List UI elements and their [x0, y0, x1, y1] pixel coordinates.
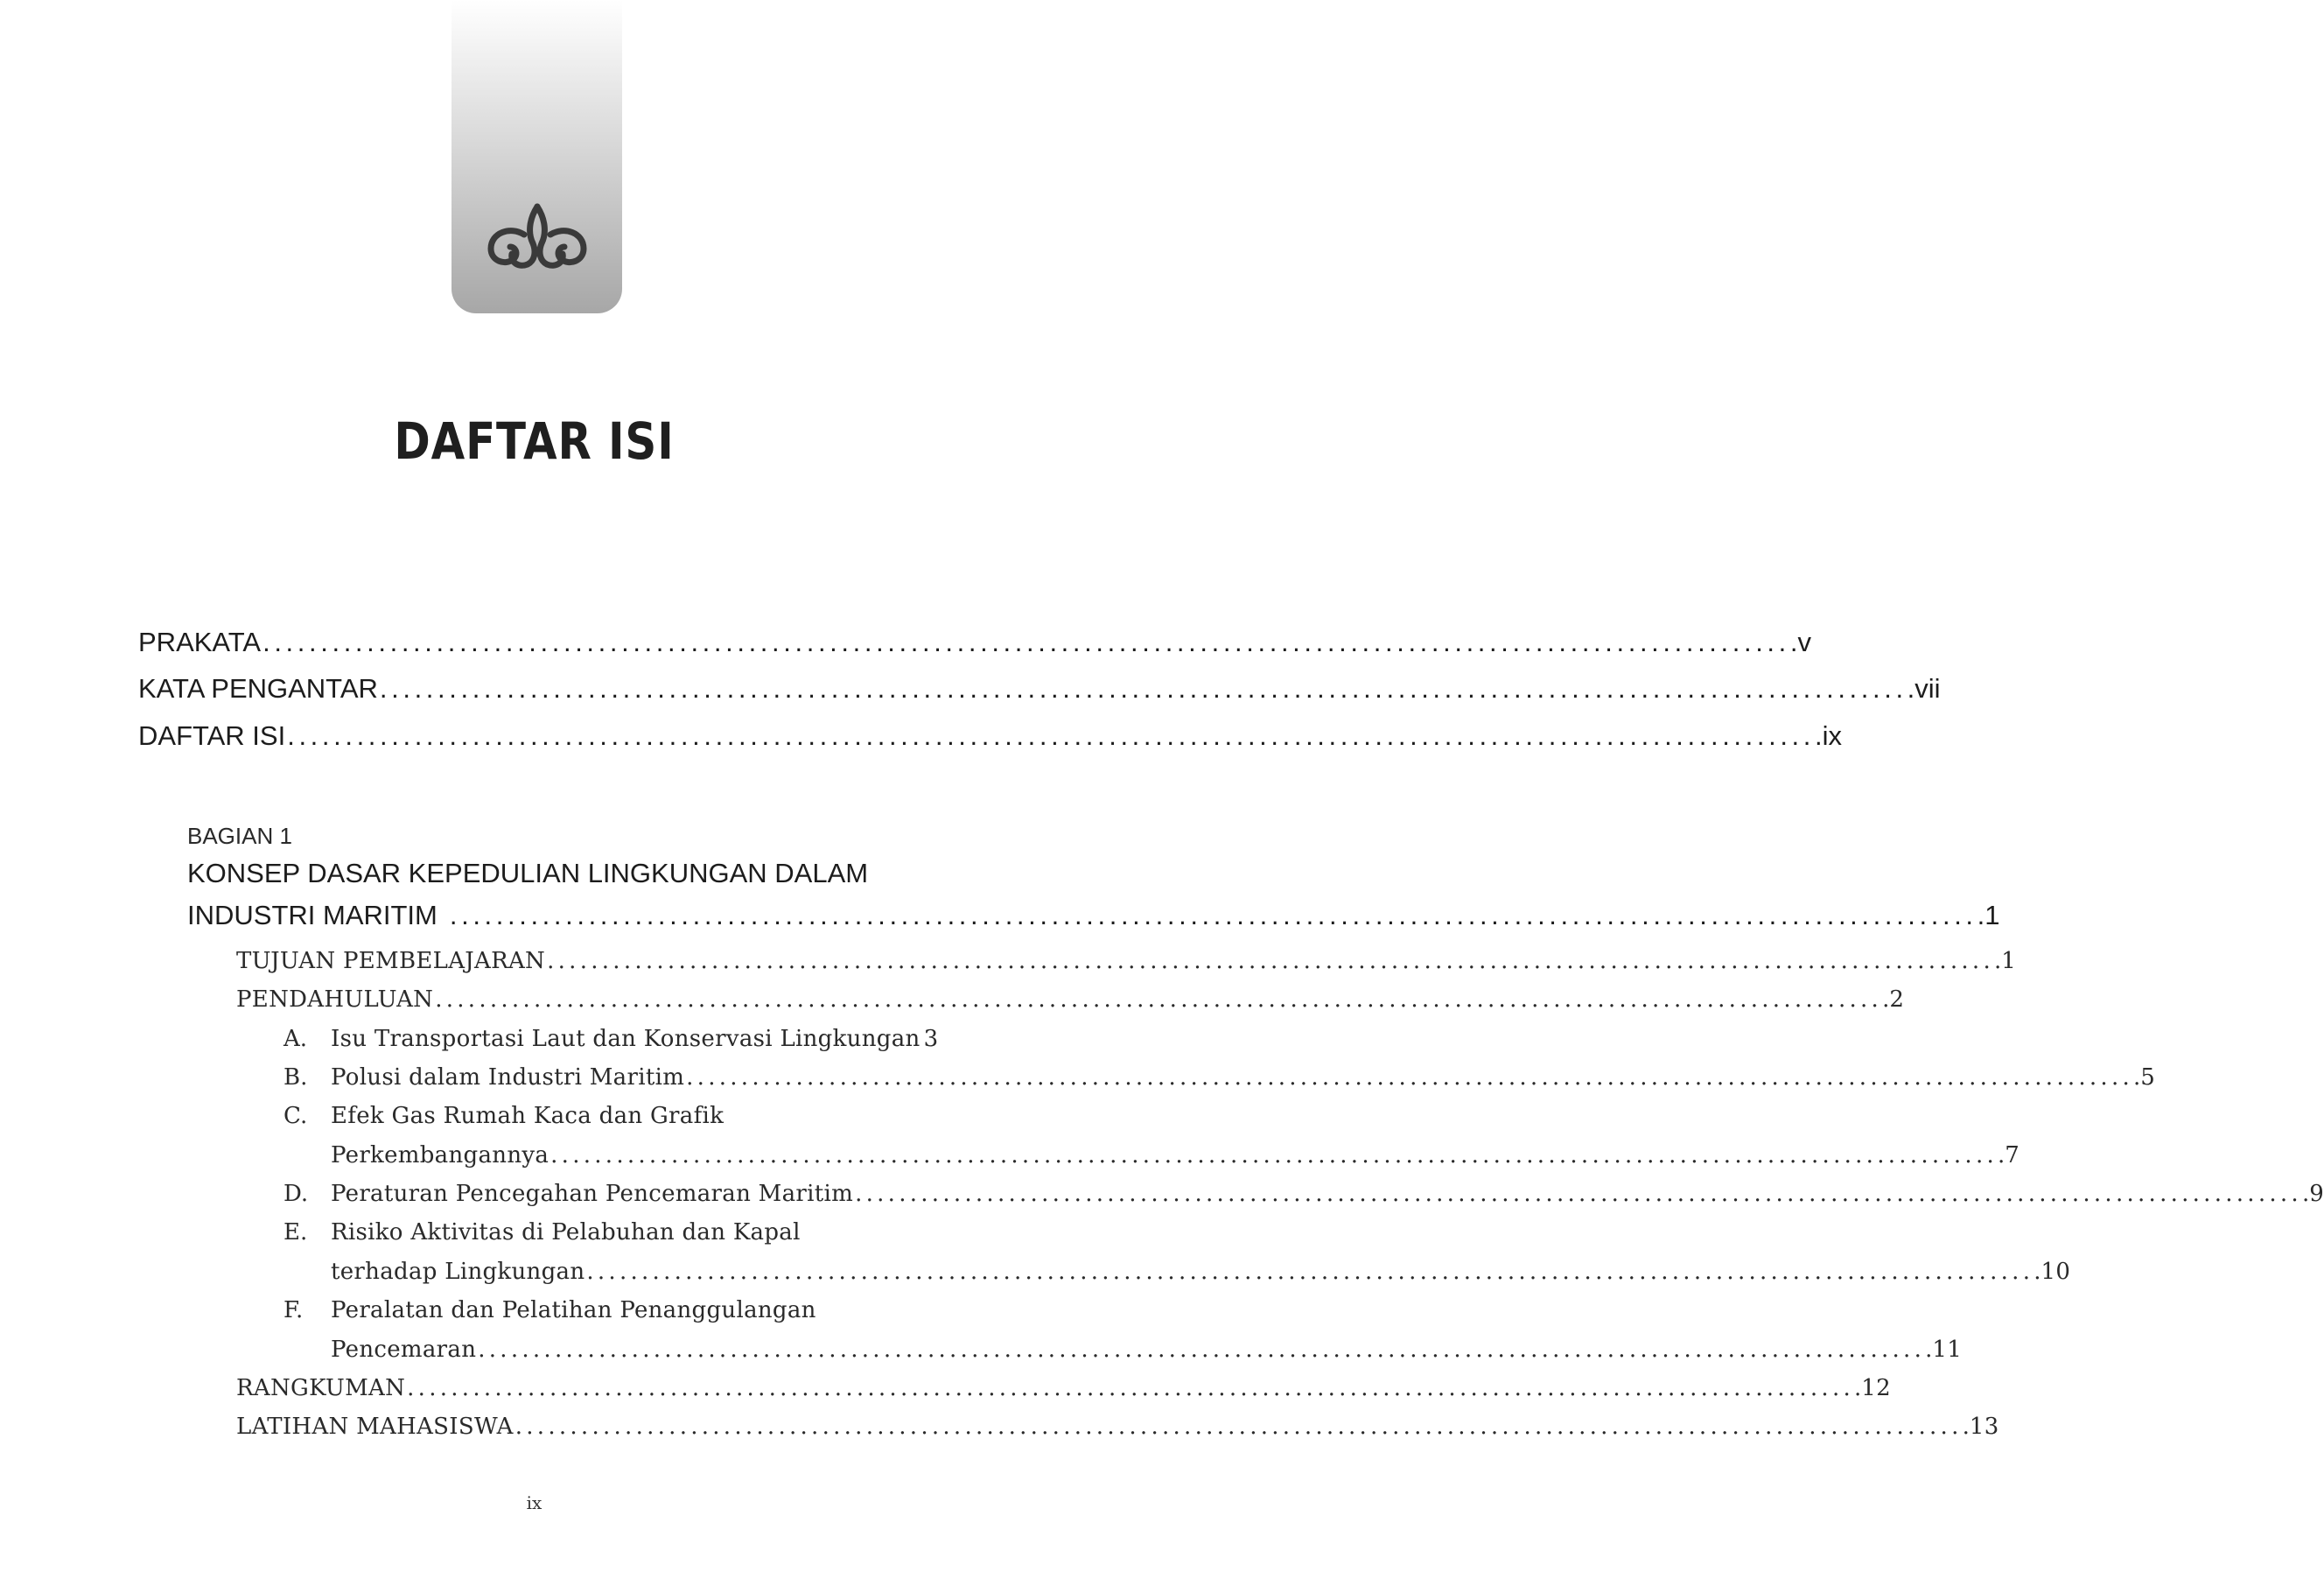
toc-entry-subsection-b[interactable]: [331, 1064, 2156, 1091]
part-label: BAGIAN 1: [187, 823, 292, 849]
subsection-letter: F.: [284, 1297, 304, 1323]
dot-leader: [686, 1064, 2138, 1091]
dot-leader: [547, 948, 1999, 974]
toc-entry-page: v: [1797, 627, 1811, 657]
toc-entry-label-cont: terhadap Lingkungan: [331, 1259, 585, 1285]
toc-entry-label: LATIHAN MAHASISWA: [236, 1414, 514, 1440]
toc-entry-page: 5: [2140, 1064, 2156, 1091]
dot-leader: [586, 1259, 2039, 1285]
toc-entry-page: 13: [1969, 1414, 1999, 1440]
toc-entry-label: PENDAHULUAN: [236, 986, 434, 1013]
toc-entry-subsection-d[interactable]: [331, 1181, 2324, 1207]
toc-entry-rangkuman[interactable]: [236, 1375, 1891, 1401]
part-title-line2: INDUSTRI MARITIM: [187, 900, 438, 930]
dot-leader: [262, 627, 1796, 658]
toc-entry-tujuan[interactable]: [236, 948, 2017, 974]
part-title: KONSEP DASAR KEPEDULIAN LINGKUNGAN DALAM: [187, 858, 869, 888]
toc-entry-label: TUJUAN PEMBELAJARAN: [236, 948, 546, 974]
dot-leader: [855, 1181, 2307, 1207]
toc-entry-label: RANGKUMAN: [236, 1375, 406, 1401]
toc-entry-page: 1: [1984, 900, 2000, 930]
subsection-letter: E.: [284, 1219, 308, 1246]
toc-entry-subsection-a[interactable]: [331, 1026, 939, 1052]
toc-entry-page: vii: [1914, 673, 1941, 704]
toc-entry-label: Isu Transportasi Laut dan Konservasi Lingkungan: [331, 1026, 920, 1052]
subsection-letter: C.: [284, 1103, 308, 1129]
toc-entry-page: 9: [2309, 1181, 2324, 1207]
toc-entry-page: 12: [1861, 1375, 1891, 1401]
toc-entry-subsection-f[interactable]: [331, 1337, 1963, 1363]
toc-entry-subsection-c[interactable]: [331, 1142, 2020, 1168]
toc-entry-label: PRAKATA: [138, 627, 262, 657]
toc-entry-label: DAFTAR ISI: [138, 720, 286, 751]
toc-entry-kata-pengantar[interactable]: [138, 673, 1941, 705]
dot-leader: [380, 673, 1913, 705]
toc-entry-latihan[interactable]: [236, 1414, 1999, 1440]
toc-entry-page: 3: [923, 1026, 939, 1052]
page-title: DAFTAR ISI: [394, 411, 675, 471]
toc-entry-label: Polusi dalam Industri Maritim: [331, 1064, 685, 1091]
toc-entry-label: Efek Gas Rumah Kaca dan Grafik: [331, 1103, 724, 1129]
toc-entry-label: Risiko Aktivitas di Pelabuhan dan Kapal: [331, 1219, 801, 1246]
page-number: ix: [526, 1492, 542, 1513]
toc-entry-label-cont: Pencemaran: [331, 1337, 477, 1363]
toc-entry-page: 7: [2005, 1142, 2020, 1168]
subsection-letter: D.: [284, 1181, 309, 1207]
ornament-icon: [484, 203, 591, 270]
toc-entry-daftar-isi[interactable]: [138, 720, 1842, 752]
dot-leader: [435, 986, 1887, 1013]
dot-leader: [478, 1337, 1930, 1363]
dot-leader: [515, 1414, 1968, 1440]
toc-entry-label-cont: Perkembangannya: [331, 1142, 550, 1168]
toc-entry-page: 11: [1932, 1337, 1963, 1363]
toc-entry-label: Peralatan dan Pelatihan Penanggulangan: [331, 1297, 816, 1323]
toc-entry-prakata[interactable]: [138, 627, 1811, 658]
toc-entry-page: 10: [2040, 1259, 2071, 1285]
subsection-letter: A.: [284, 1026, 308, 1052]
toc-entry-page: 1: [2001, 948, 2017, 974]
toc-entry-subsection-e[interactable]: [331, 1259, 2071, 1285]
toc-entry-page: ix: [1822, 720, 1842, 751]
toc-entry-pendahuluan[interactable]: [236, 986, 1905, 1013]
toc-entry-label: Peraturan Pencegahan Pencemaran Maritim: [331, 1181, 854, 1207]
dot-leader: [287, 720, 1820, 752]
dot-leader: [550, 1142, 2003, 1168]
subsection-letter: B.: [284, 1064, 308, 1091]
dot-leader: [450, 900, 1983, 931]
toc-entry-label: KATA PENGANTAR: [138, 673, 378, 704]
toc-entry-part-1[interactable]: [187, 900, 2000, 931]
toc-entry-page: 2: [1889, 986, 1905, 1013]
dot-leader: [407, 1375, 1859, 1401]
